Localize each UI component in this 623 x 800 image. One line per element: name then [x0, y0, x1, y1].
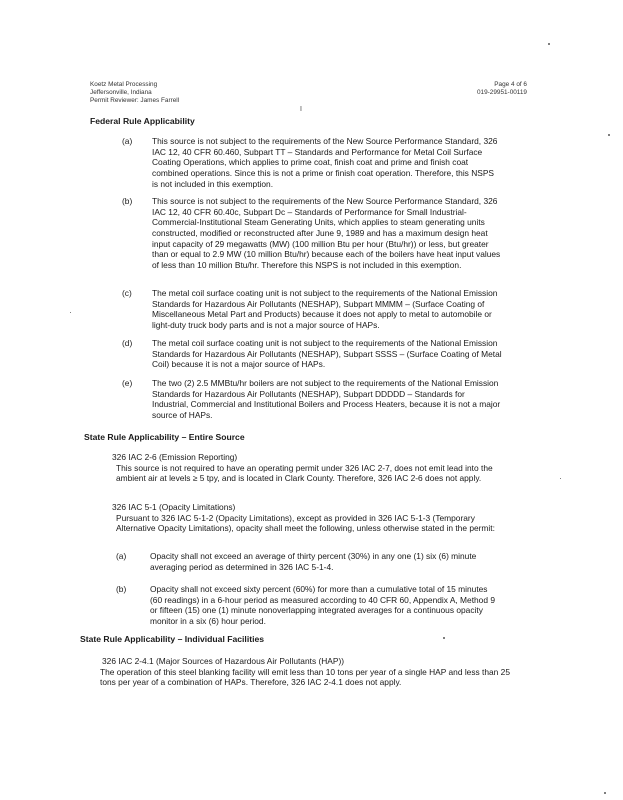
rule-heading: 326 IAC 2-6 (Emission Reporting)	[112, 452, 238, 462]
page-mark: I	[300, 106, 302, 113]
item-label: (c)	[122, 288, 132, 298]
item-label: (d)	[122, 338, 133, 348]
state-entire-section-title: State Rule Applicability – Entire Source	[84, 432, 245, 442]
rule-heading: 326 IAC 2-4.1 (Major Sources of Hazardous Air Pollutants (HAP))	[102, 656, 345, 666]
item-label: (a)	[122, 136, 133, 146]
item-text: Opacity shall not exceed an average of thirty percent (30%) in any one (1) six (6) minute averaging period as determined in 326 IAC 5-1-4.	[150, 551, 477, 572]
rule-326-iac-2-4-1	[96, 656, 511, 688]
item-text: Opacity shall not exceed sixty percent (60%) for more than a cumulative total of 15 minutes (60 readings) in a 6-hour period as measured according to 40 CFR 60, Appendix A, Method 9 or fifteen (15) one (1) minute nonoverlapping integrated averages for a continuous opacity monitor in a six (6) hour period.	[150, 584, 495, 627]
federal-item-a	[122, 136, 502, 189]
rule-body: This source is not required to have an operating permit under 326 IAC 2-7, does not emit lead into the ambient air at levels ≥ 5 tpy, and is located in Clark County. Therefore, 326 IAC 2-6 does not apply.	[116, 462, 493, 484]
item-text: The metal coil surface coating unit is not subject to the requirements of the National Emission Standards for Hazardous Air Pollutants (NESHAP), Subpart MMMM – (Surface Coating of Miscellaneous Metal Part and Products) because it does not apply to metal to automobile or light-duty truck body parts and is not a major source of HAPs.	[152, 288, 498, 331]
company-location: Jeffersonville, Indiana	[90, 88, 152, 96]
rule-body: The operation of this steel blanking facility will emit less than 10 tons per year of a single HAP and less than 25 tons per year of a combination of HAPs. Therefore, 326 IAC 2-4.1 does not apply.	[100, 666, 510, 688]
rule-326-iac-5-1	[112, 502, 512, 534]
federal-item-d	[122, 338, 502, 370]
company-name: Koetz Metal Processing	[90, 81, 158, 88]
rule-heading: 326 IAC 5-1 (Opacity Limitations)	[112, 502, 236, 512]
item-text: This source is not subject to the requirements of the New Source Performance Standard, 326 IAC 12, 40 CFR 60.460, Subpart TT – Standards and Performance for Metal Coil Surface Coating Operations, which applies to prime coat, finish coat and prime and finish coat combined operations. Since this is not a prime or finish coat operation. Therefore, this NSPS is not included in this exemption.	[152, 136, 498, 189]
item-text: The metal coil surface coating unit is not subject to the requirements of the National Emission Standards for Hazardous Air Pollutants (NESHAP), Subpart SSSS – (Surface Coating of Metal Coil) because it is not a major source of HAPs.	[152, 338, 502, 370]
state-individual-section-title: State Rule Applicability – Individual Facilities	[80, 634, 265, 644]
federal-section-title: Federal Rule Applicability	[90, 116, 195, 126]
page-number: Page 4 of 6	[494, 81, 527, 88]
opacity-item-a	[116, 551, 496, 572]
header-left	[90, 81, 179, 104]
rule-326-iac-2-6	[112, 452, 512, 484]
item-label: (b)	[122, 196, 133, 206]
item-label: (b)	[116, 584, 127, 594]
federal-item-e	[122, 378, 502, 421]
item-label: (e)	[122, 378, 133, 388]
header-right	[477, 81, 527, 97]
opacity-item-b	[116, 584, 496, 627]
rule-body: Pursuant to 326 IAC 5-1-2 (Opacity Limitations), except as provided in 326 IAC 5-1-3 (Temporary Alternative Opacity Limitations), opacity shall meet the following, unless otherwise stated in the permit:	[116, 512, 495, 534]
item-label: (a)	[116, 551, 127, 561]
permit-number: 019-29951-00119	[477, 88, 527, 96]
federal-item-b	[122, 196, 502, 271]
permit-reviewer: Permit Reviewer: James Farrell	[90, 96, 180, 104]
item-text: This source is not subject to the requirements of the New Source Performance Standard, 326 IAC 12, 40 CFR 60.40c, Subpart Dc – Standards of Performance for Small Industrial-Commercial-Institutional Steam Generating Units, which applies to steam generating units constructed, modified or reconstructed after June 9, 1989 and has a maximum design heat input capacity of 29 megawatts (MW) (100 million Btu per hour (Btu/hr)) or less, but greater than or equal to 2.9 MW (10 million Btu/hr) because each of the boilers have heat input values of less than 10 million Btu/hr. Therefore this NSPS is not included in this exemption.	[152, 196, 501, 271]
federal-item-c	[122, 288, 502, 331]
item-text: The two (2) 2.5 MMBtu/hr boilers are not subject to the requirements of the National Emission Standards for Hazardous Air Pollutants (NESHAP), Subpart DDDDD – Standards for Industrial, Commercial and Institutional Boilers and Process Heaters, because it is not a major source of HAPs.	[152, 378, 501, 421]
